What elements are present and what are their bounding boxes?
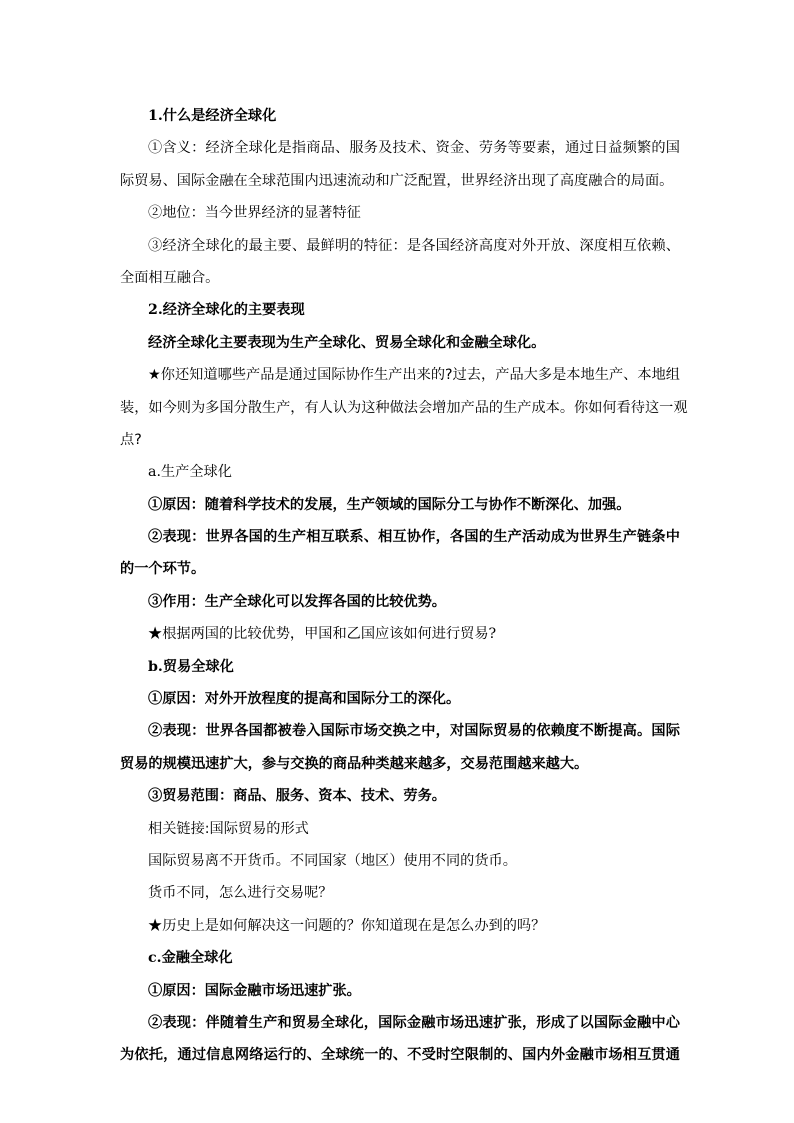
- paragraph-line: 的一个环节。: [120, 561, 206, 578]
- paragraph-line: ③经济全球化的最主要、最鲜明的特征：是各国经济高度对外开放、深度相互依赖、: [148, 237, 680, 254]
- subsection-heading-a: a.生产全球化: [148, 464, 232, 481]
- document-body: [120, 100, 688, 1072]
- paragraph-line: ①含义：经济全球化是指商品、服务及技术、资金、劳务等要素，通过日益频繁的国: [148, 140, 680, 157]
- subsection-heading-c: c.金融全球化: [148, 950, 233, 967]
- paragraph-line: ①原因：随着科学技术的发展，生产领域的国际分工与协作不断深化、加强。: [148, 496, 631, 513]
- paragraph-line: ③作用：生产全球化可以发挥各国的比较优势。: [148, 593, 446, 610]
- paragraph-line: ②表现：世界各国都被卷入国际市场交换之中，对国际贸易的依赖度不断提高。国际: [148, 723, 680, 740]
- paragraph-line: ②表现：世界各国的生产相互联系、相互协作，各国的生产活动成为世界生产链条中: [148, 529, 680, 546]
- paragraph-line: 货币不同，怎么进行交易呢？: [148, 885, 333, 902]
- question-line: ★根据两国的比较优势，甲国和乙国应该如何进行贸易?: [148, 626, 497, 643]
- subsection-heading-b: b.贸易全球化: [148, 658, 234, 675]
- paragraph-line: ②地位：当今世界经济的显著特征: [148, 205, 361, 222]
- paragraph-line: ①原因：国际金融市场迅速扩张。: [148, 982, 361, 999]
- related-link-heading: 相关链接:国际贸易的形式: [148, 820, 309, 837]
- paragraph-line: 际贸易、国际金融在全球范围内迅速流动和广泛配置，世界经济出现了高度融合的局面。: [120, 172, 674, 189]
- paragraph-line: ③贸易范围：商品、服务、资本、技术、劳务。: [148, 788, 446, 805]
- question-line: ★你还知道哪些产品是通过国际协作生产出来的?过去，产品大多是本地生产、本地组: [148, 367, 680, 384]
- question-line: 点?: [120, 431, 142, 448]
- paragraph-line: ②表现：伴随着生产和贸易全球化，国际金融市场迅速扩张，形成了以国际金融中心: [148, 1014, 680, 1031]
- paragraph-line: 全面相互融合。: [120, 269, 220, 286]
- paragraph-line: 贸易的规模迅速扩大，参与交换的商品种类越来越多，交易范围越来越大。: [120, 755, 589, 772]
- section-heading-1: 1.什么是经济全球化: [148, 108, 277, 124]
- paragraph-line: ①原因：对外开放程度的提高和国际分工的深化。: [148, 691, 461, 708]
- paragraph-line: 国际贸易离不开货币。不同国家（地区）使用不同的货币。: [148, 852, 517, 869]
- paragraph-line: 为依托，通过信息网络运行的、全球统一的、不受时空限制的、国内外金融市场相互贯通: [120, 1047, 680, 1064]
- question-line: 装，如今则为多国分散生产，有人认为这种做法会增加产品的生产成本。你如何看待这一观: [120, 399, 688, 416]
- question-line: ★历史上是如何解决这一问题的？你知道现在是怎么办到的吗？: [148, 917, 546, 934]
- section-heading-2: 2.经济全球化的主要表现: [148, 302, 305, 319]
- summary-line: 经济全球化主要表现为生产全球化、贸易全球化和金融全球化。: [148, 334, 546, 351]
